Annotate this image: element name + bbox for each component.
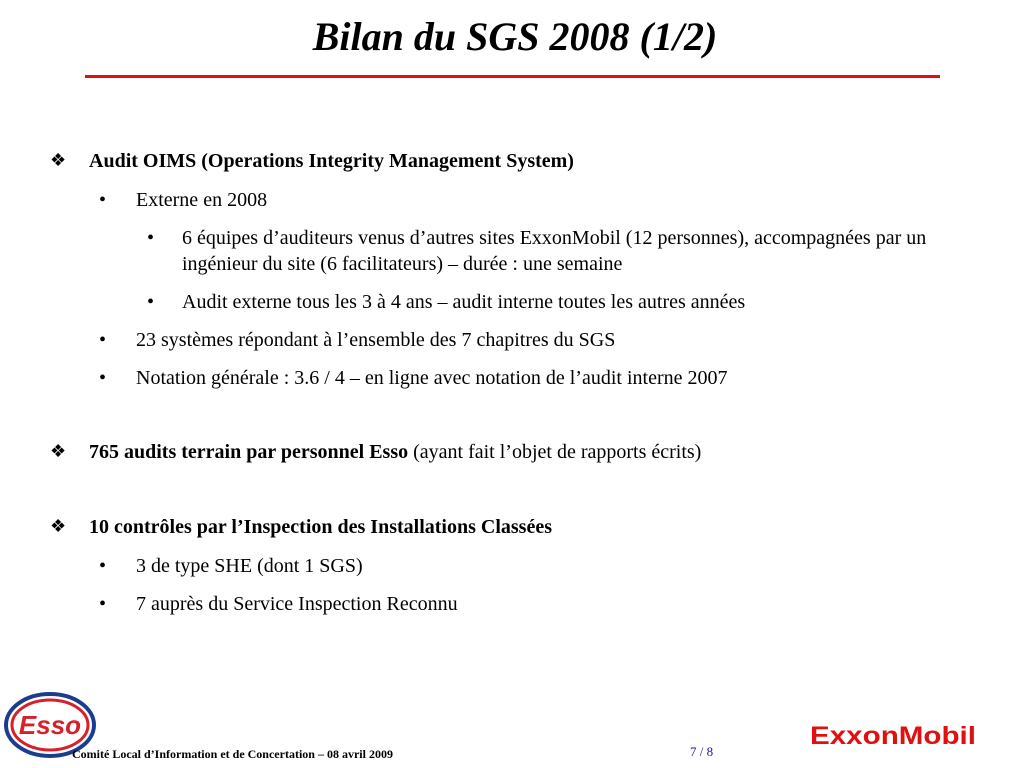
dot-bullet-icon: •	[99, 367, 107, 389]
dot-bullet-icon: •	[99, 329, 107, 351]
item-frequence: Audit externe tous les 3 à 4 ans – audit interne toutes les autres années	[182, 291, 746, 313]
dot-bullet-icon: •	[147, 291, 155, 313]
slide-title: Bilan du SGS 2008 (1/2)	[312, 14, 718, 59]
item-she: 3 de type SHE (dont 1 SGS)	[136, 555, 363, 577]
list-item	[48, 365, 948, 391]
section-controles	[48, 514, 948, 540]
section-audits-title-rest: (ayant fait l’objet de rapports écrits)	[408, 441, 702, 463]
slide-content	[48, 148, 948, 629]
list-item	[48, 225, 948, 277]
footer-text: Comité Local d’Information et de Concertation – 08 avril 2009	[72, 747, 393, 761]
item-systemes: 23 systèmes répondant à l’ensemble des 7 chapitres du SGS	[136, 329, 616, 351]
list-item	[48, 187, 948, 213]
item-equipes: 6 équipes d’auditeurs venus d’autres sites ExxonMobil (12 personnes), accompagnées par un ingénieur du site (6 facilitateurs) – durée : une semaine	[182, 227, 927, 275]
section-audits-title-bold: 765 audits terrain par personnel Esso	[89, 441, 409, 463]
dot-bullet-icon: •	[99, 189, 107, 211]
dot-bullet-icon: •	[99, 555, 107, 577]
dot-bullet-icon: •	[147, 227, 155, 249]
exxonmobil-logo	[808, 717, 980, 751]
diamond-bullet-icon: ❖	[50, 150, 67, 170]
title-underline	[85, 75, 940, 78]
diamond-bullet-icon: ❖	[50, 516, 67, 536]
list-item	[48, 289, 948, 315]
list-item	[48, 591, 948, 617]
section-controles-title: 10 contrôles par l’Inspection des Installations Classées	[89, 516, 552, 538]
exxonmobil-logo-text: ExxonMobil	[810, 722, 976, 750]
section-audits	[48, 439, 948, 465]
section-spacer	[48, 403, 948, 439]
diamond-bullet-icon: ❖	[50, 441, 67, 461]
section-oims	[48, 148, 948, 174]
item-service: 7 auprès du Service Inspection Reconnu	[136, 593, 458, 615]
esso-logo-text: Esso	[18, 710, 82, 740]
list-item	[48, 327, 948, 353]
dot-bullet-icon: •	[99, 593, 107, 615]
page-number: 7 / 8	[690, 744, 714, 759]
item-notation: Notation générale : 3.6 / 4 – en ligne avec notation de l’audit interne 2007	[136, 367, 728, 389]
section-oims-title: Audit OIMS (Operations Integrity Management System)	[89, 150, 574, 172]
item-externe: Externe en 2008	[136, 189, 268, 211]
section-spacer	[48, 478, 948, 514]
list-item	[48, 553, 948, 579]
